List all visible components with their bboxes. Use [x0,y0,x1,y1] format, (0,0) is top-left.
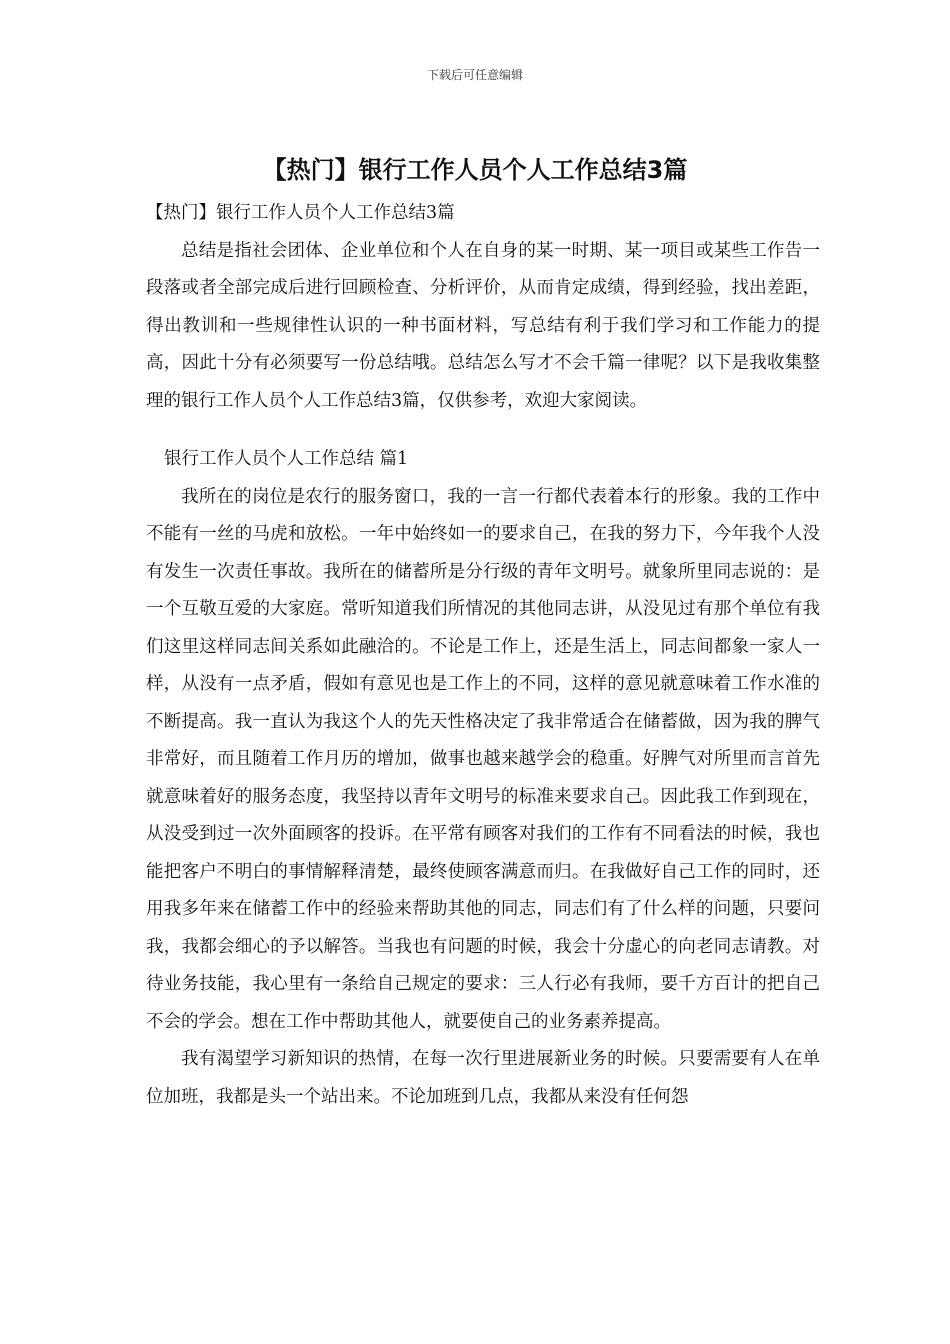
page-header-note: 下载后可任意编辑 [426,68,523,82]
section-heading: 银行工作人员个人工作总结 篇1 [164,449,409,469]
body-paragraph: 我所在的岗位是农行的服务窗口，我的一言一行都代表着本行的形象。我的工作中不能有一丝的马虎和放松。一年中始终如一的要求自己，在我的努力下，今年我个人没有发生一次责任事故。我所在的储蓄所是分行级的青年文明号。就象所里同志说的：是一个互敬互爱的大家庭。常听知道我们所情况的其他同志讲，从没见过有那个单位有我们这里这样同志间关系如此融洽的。不论是工作上，还是生活上，同志间都象一家人一样，从没有一点矛盾，假如有意见也是工作上的不同，这样的意见就意味着工作水准的不断提高。我一直认为我这个人的先天性格决定了我非常适合在储蓄做，因为我的脾气非常好，而且随着工作月历的增加，做事也越来越学会的稳重。好脾气对所里而言首先就意味着好的服务态度，我坚持以青年文明号的标准来要求自己。因此我工作到现在，从没受到过一次外面顾客的投诉。在平常有顾客对我们的工作有不同看法的时候，我也能把客户不明白的事情解释清楚，最终使顾客满意而归。在我做好自己工作的同时，还用我多年来在储蓄工作中的经验来帮助其他的同志，同志们有了什么样的问题，只要问我，我都会细心的予以解答。当我也有问题的时候，我会十分虚心的向老同志请教。对待业务技能，我心里有一条给自己规定的要求：三人行必有我师，要千方百计的把自己不会的学会。想在工作中帮助其他人，就要使自己的业务素养提高。 [146,486,820,1032]
body-paragraph: 我有渴望学习新知识的热情，在每一次行里进展新业务的时候。只要需要有人在单位加班，我都是头一个站出来。不论加班到几点，我都从来没有任何怨 [146,1049,820,1107]
document-subtitle: 【热门】银行工作人员个人工作总结3篇 [146,203,455,223]
document-body [146,195,820,1116]
document-title: 【热门】银行工作人员个人工作总结3篇 [262,156,688,184]
intro-paragraph: 总结是指社会团体、企业单位和个人在自身的某一时期、某一项目或某些工作告一段落或者全部完成后进行回顾检查、分析评价，从而肯定成绩，得到经验，找出差距，得出教训和一些规律性认识的一种书面材料，写总结有利于我们学习和工作能力的提高，因此十分有必须要写一份总结哦。总结怎么写才不会千篇一律呢？以下是我收集整理的银行工作人员个人工作总结3篇，仅供参考，欢迎大家阅读。 [146,240,820,411]
